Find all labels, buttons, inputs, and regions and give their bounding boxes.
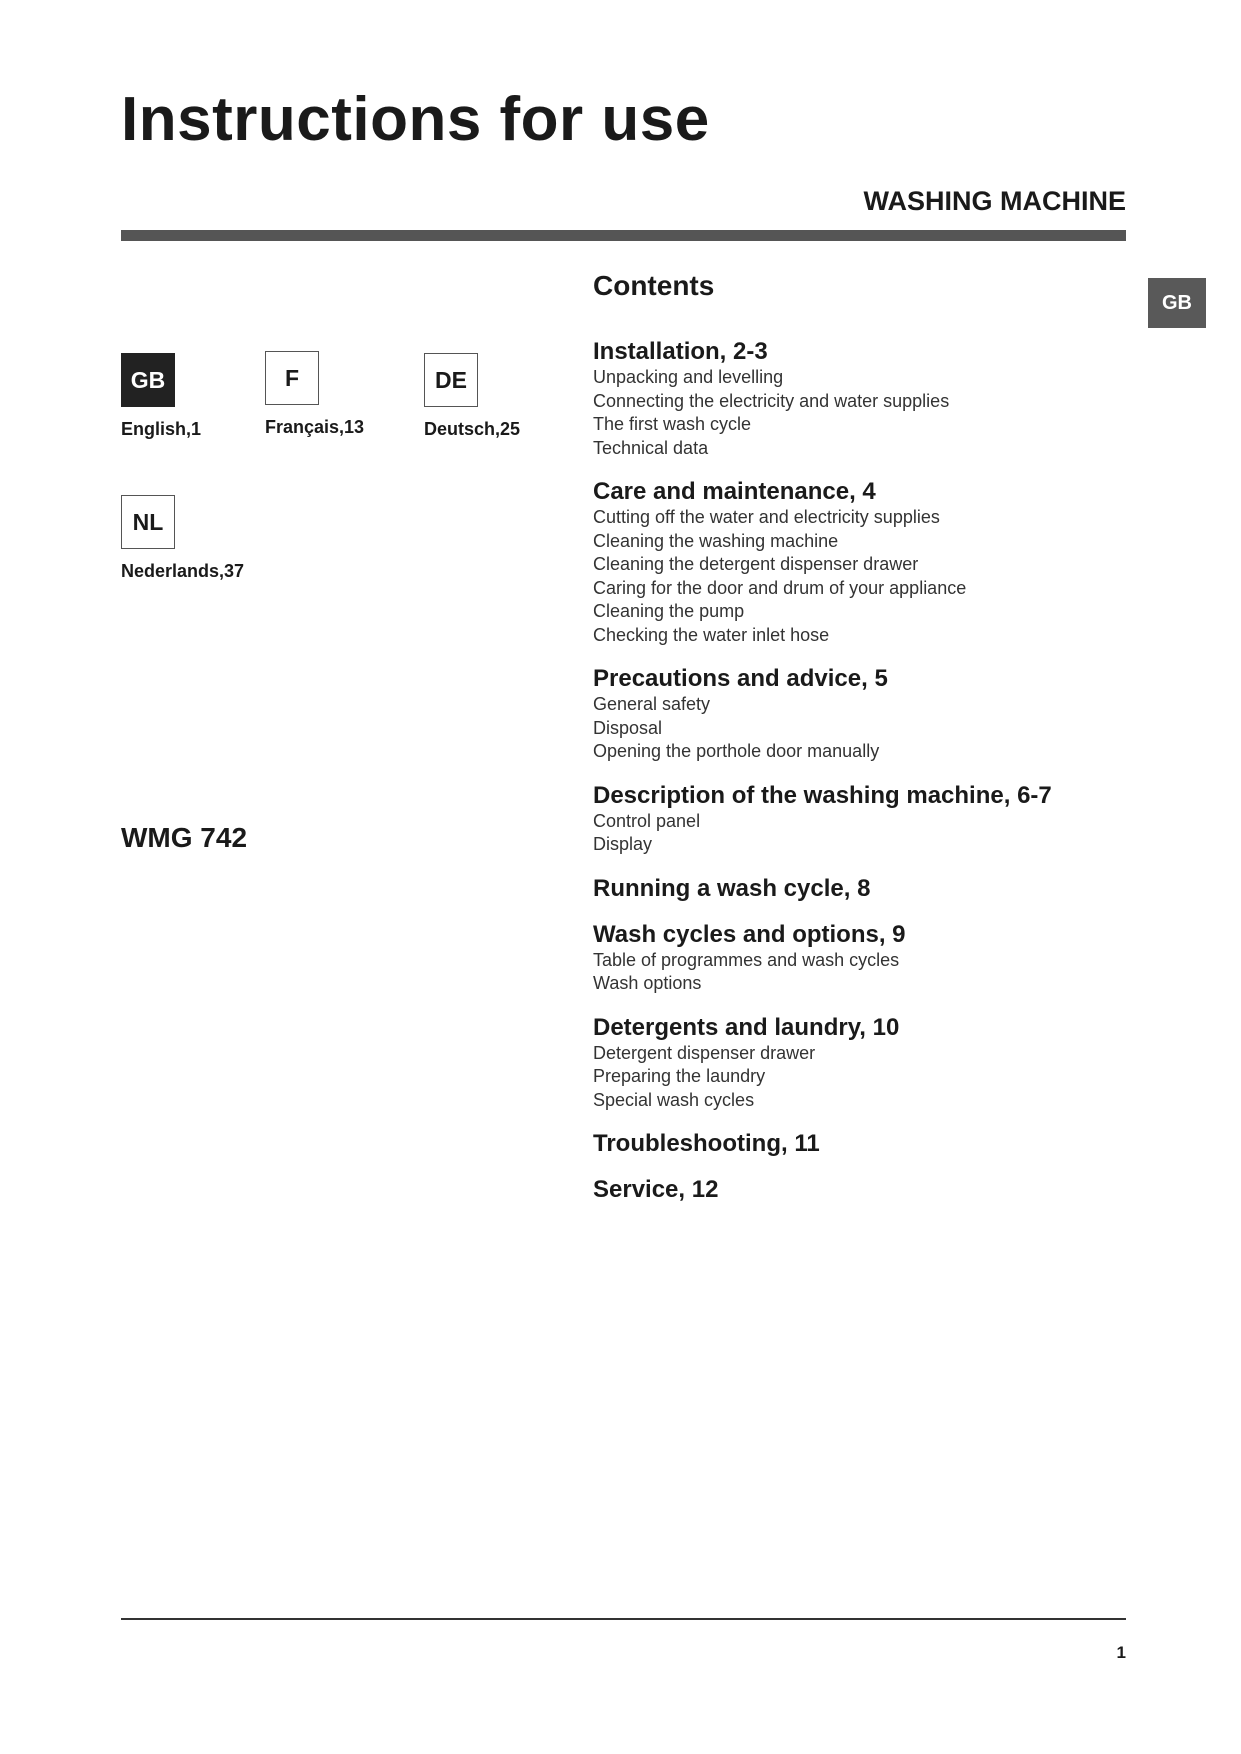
table-of-contents xyxy=(593,270,1153,1222)
section-item[interactable]: Technical data xyxy=(593,437,709,458)
contents-section xyxy=(593,782,1153,857)
language-code-box: NL xyxy=(121,495,175,549)
section-item[interactable]: Unpacking and levelling xyxy=(593,367,784,387)
contents-section xyxy=(593,921,1153,996)
section-item[interactable]: Cleaning the pump xyxy=(593,601,745,621)
section-item[interactable]: Cleaning the detergent dispenser drawer xyxy=(593,554,919,574)
section-item[interactable]: Table of programmes and wash cycles xyxy=(593,949,900,970)
section-item[interactable]: Wash options xyxy=(593,973,702,993)
language-entry-de[interactable] xyxy=(424,353,584,440)
document-subtitle: WASHING MACHINE xyxy=(863,186,1126,216)
contents-section xyxy=(593,1014,1153,1113)
model-number: WMG 742 xyxy=(121,822,248,853)
section-item[interactable]: Connecting the electricity and water supplies xyxy=(593,390,950,411)
footer-divider xyxy=(121,1618,1126,1620)
section-item[interactable]: The first wash cycle xyxy=(593,414,752,434)
contents-section xyxy=(593,1176,1153,1204)
language-label: Deutsch,25 xyxy=(424,419,521,439)
section-title[interactable]: Service, 12 xyxy=(593,1176,719,1203)
section-title[interactable]: Installation, 2-3 xyxy=(593,338,768,365)
section-title[interactable]: Precautions and advice, 5 xyxy=(593,665,888,692)
document-title: Instructions for use xyxy=(121,85,710,154)
language-side-tab: GB xyxy=(1148,278,1206,328)
section-item[interactable]: Cutting off the water and electricity supplies xyxy=(593,507,940,527)
contents-heading: Contents xyxy=(593,270,715,301)
section-title[interactable]: Description of the washing machine, 6-7 xyxy=(593,781,1052,809)
contents-section xyxy=(593,478,1153,647)
language-entry-gb[interactable] xyxy=(121,353,281,440)
section-title[interactable]: Running a wash cycle, 8 xyxy=(593,874,871,902)
section-item[interactable]: Checking the water inlet hose xyxy=(593,624,830,645)
section-item[interactable]: Caring for the door and drum of your appliance xyxy=(593,577,967,598)
language-code-box: DE xyxy=(424,353,478,407)
page-number: 1 xyxy=(1116,1643,1126,1662)
language-code-box: F xyxy=(265,351,319,405)
contents-section xyxy=(593,338,1153,460)
section-item[interactable]: Display xyxy=(593,834,653,854)
section-item[interactable]: Control panel xyxy=(593,810,701,831)
language-entry-nl[interactable] xyxy=(121,495,281,582)
section-item[interactable]: Opening the porthole door manually xyxy=(593,741,880,761)
section-item[interactable]: General safety xyxy=(593,694,711,714)
header-divider xyxy=(121,230,1126,241)
contents-sections xyxy=(593,338,1153,1204)
section-title[interactable]: Detergents and laundry, 10 xyxy=(593,1013,900,1041)
section-item[interactable]: Detergent dispenser drawer xyxy=(593,1042,816,1063)
section-item[interactable]: Disposal xyxy=(593,717,663,738)
section-item[interactable]: Preparing the laundry xyxy=(593,1066,766,1086)
language-label: Nederlands,37 xyxy=(121,561,245,581)
language-label: English,1 xyxy=(121,419,202,439)
section-title[interactable]: Troubleshooting, 11 xyxy=(593,1130,820,1157)
section-title[interactable]: Care and maintenance, 4 xyxy=(593,478,876,505)
section-item[interactable]: Cleaning the washing machine xyxy=(593,530,839,551)
contents-section xyxy=(593,665,1153,764)
language-entry-f[interactable] xyxy=(265,351,425,438)
contents-section xyxy=(593,1130,1153,1158)
section-item[interactable]: Special wash cycles xyxy=(593,1089,755,1110)
language-label: Français,13 xyxy=(265,417,365,437)
contents-section xyxy=(593,875,1153,903)
section-title[interactable]: Wash cycles and options, 9 xyxy=(593,920,906,948)
language-code-box: GB xyxy=(121,353,175,407)
